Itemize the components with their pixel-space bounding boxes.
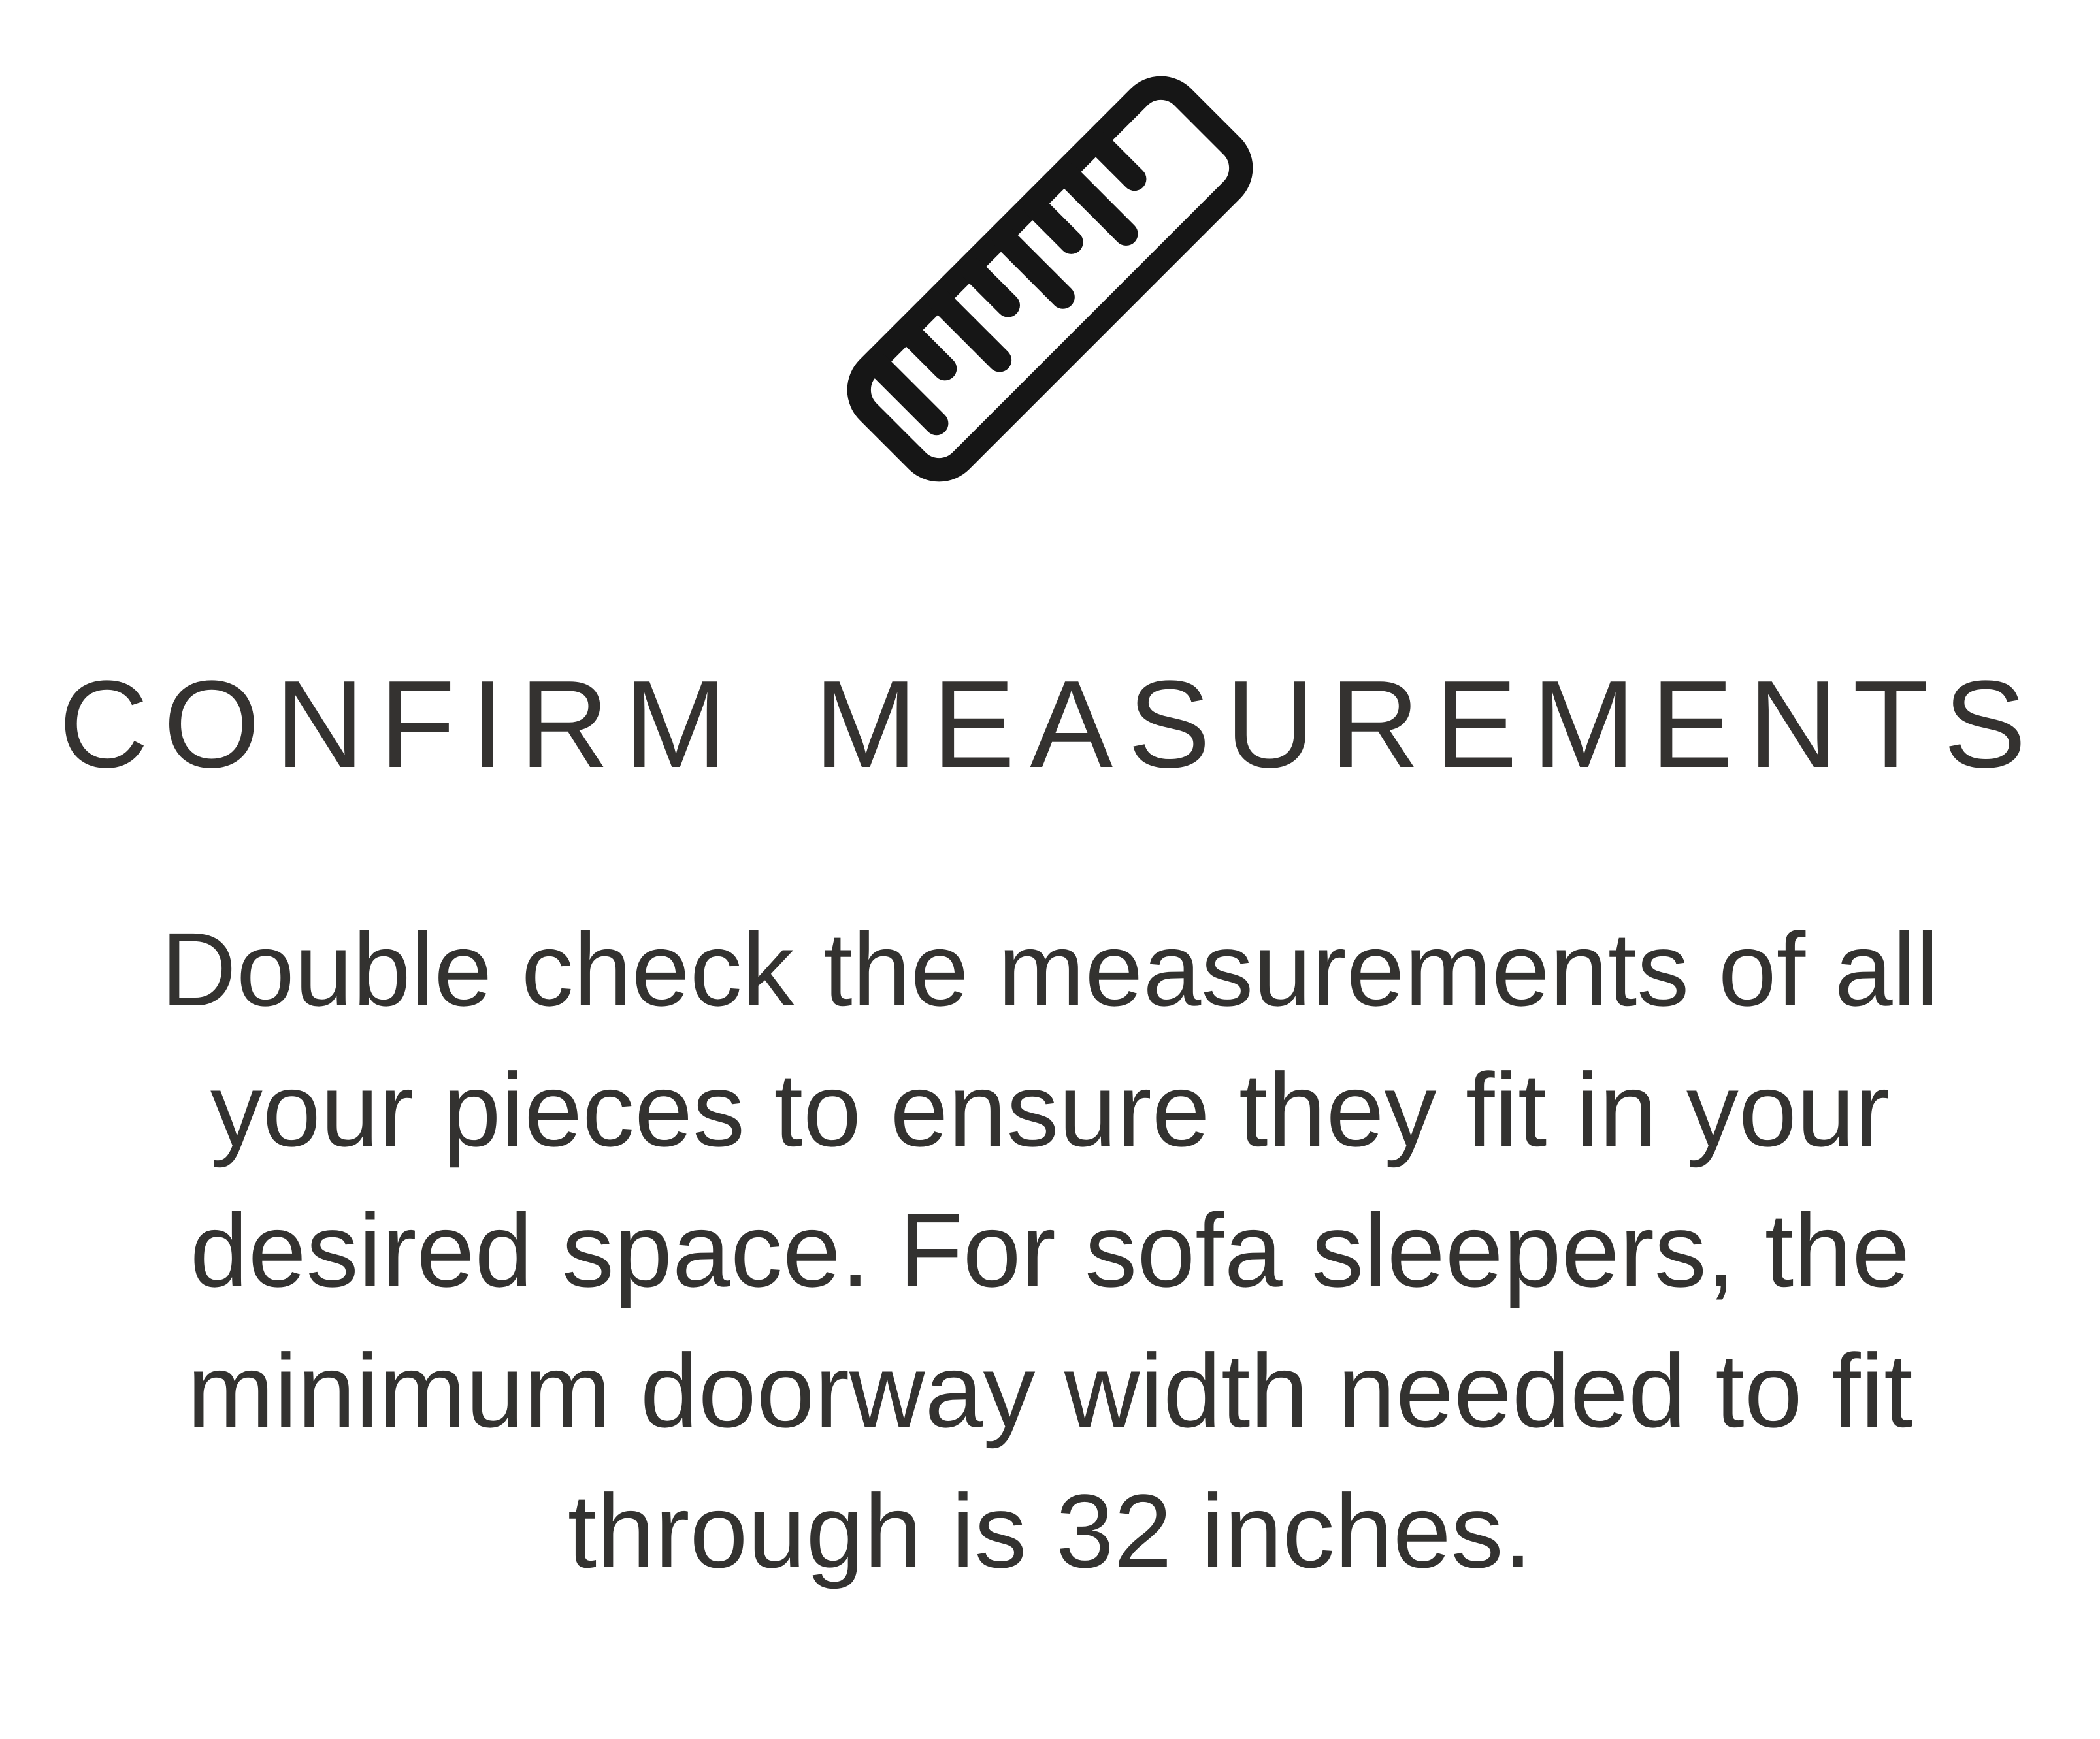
- description-line-4: minimum doorway width needed to fit: [187, 1332, 1913, 1449]
- description-line-1: Double check the measurements of all: [161, 911, 1939, 1028]
- confirm-measurements-section: [0, 60, 2100, 1739]
- section-title: CONFIRM MEASUREMENTS: [59, 655, 2041, 794]
- ruler-icon: [831, 60, 1269, 498]
- description-line-5: through is 32 inches.: [567, 1472, 1533, 1589]
- description-line-3: desired space. For sofa sleepers, the: [189, 1192, 1911, 1308]
- section-description: [0, 899, 2100, 1601]
- description-line-2: your pieces to ensure they fit in your: [210, 1051, 1890, 1168]
